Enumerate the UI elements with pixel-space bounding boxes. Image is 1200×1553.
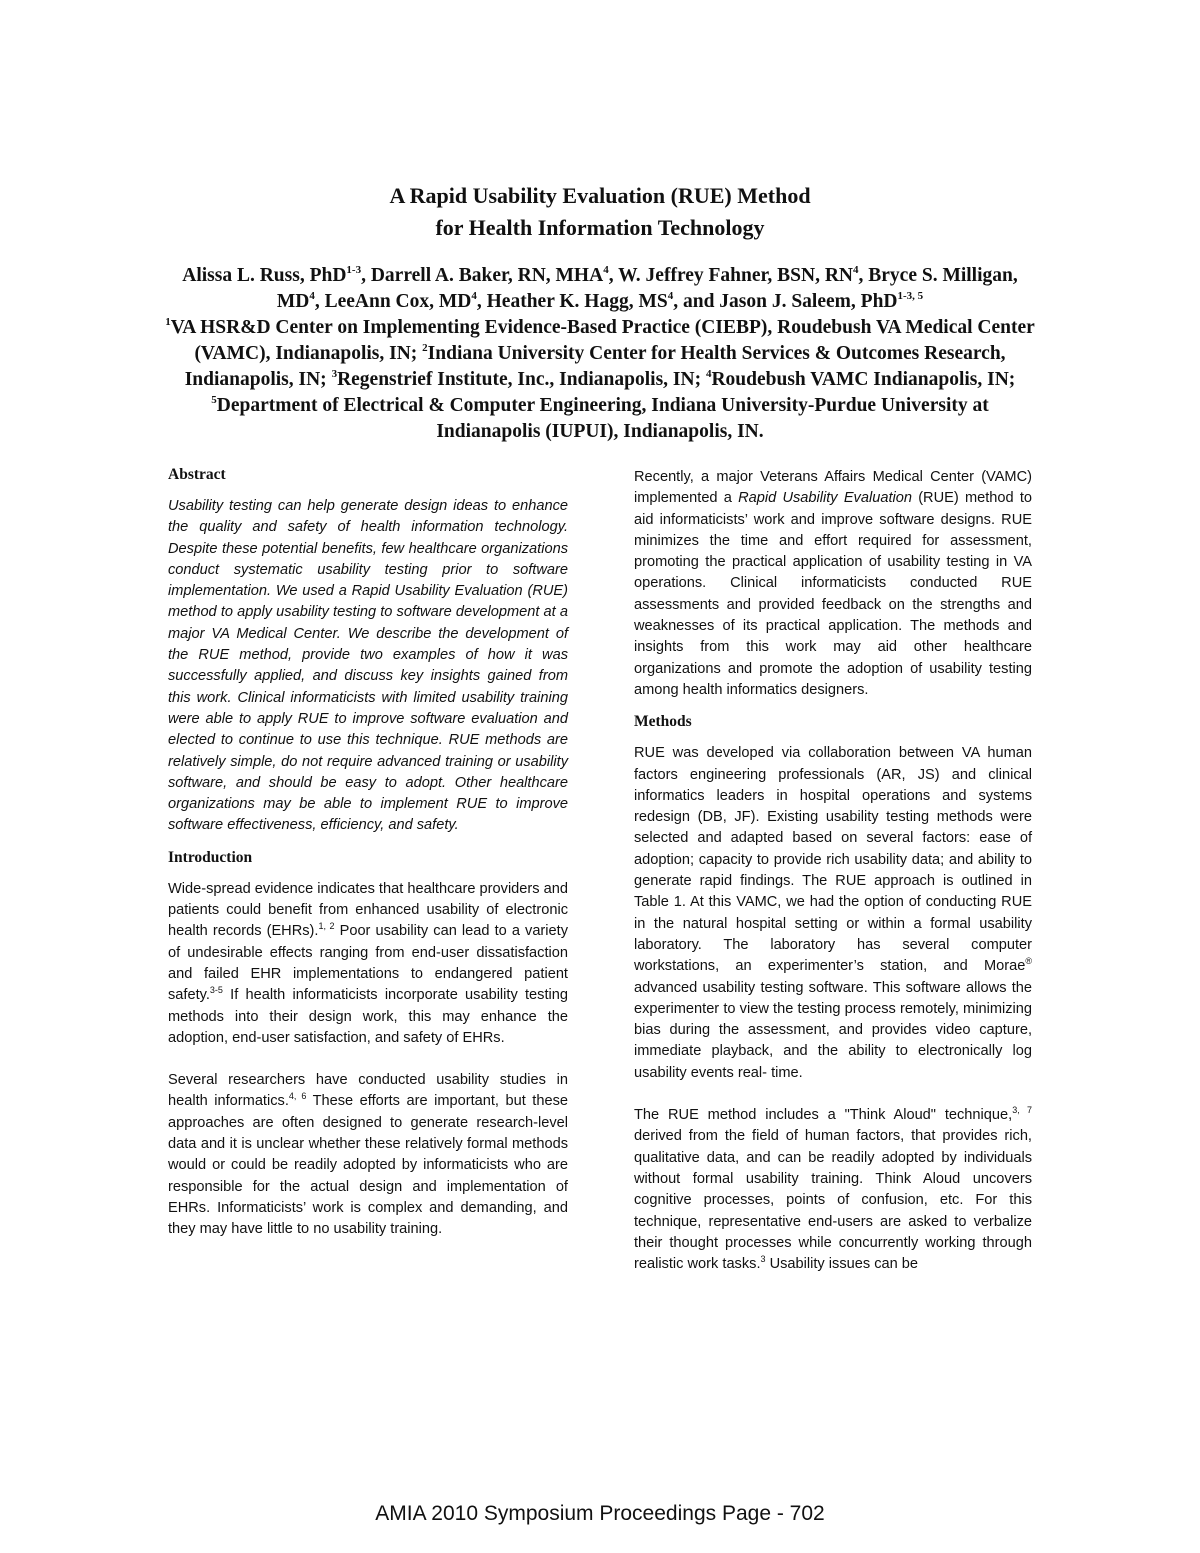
page-footer: AMIA 2010 Symposium Proceedings Page - 702 — [375, 1502, 825, 1525]
author-milligan: , Bryce S. Milligan, MD — [276, 265, 1018, 312]
author-cox: , LeeAnn Cox, MD — [314, 291, 472, 312]
paper-title — [0, 180, 1200, 244]
affiliation-1: VA HSR&D Center on Implementing Evidence-Based Practice (CIEBP), Roudebush VA Medical Center (VAMC), Indianapolis, IN; — [170, 317, 1035, 364]
author-hagg: , Heather K. Hagg, MS — [476, 291, 668, 312]
affiliation-2: Indiana University Center for Health Services & Outcomes Research, Indianapolis, IN; — [184, 343, 1006, 390]
introduction-paragraph-1: Wide-spread evidence indicates that healthcare providers and patients could benefit from enhanced usability of electronic health records (EHRs).$^{1, 2}$ Poor usability can lead to a variety of undesirable effects ranging from end-user dissatisfaction and failed EHR implementations to endangered patient safety.$^{3-5}$ If health informaticists incorporate usability testing methods into their design work, this may enhance the adoption, end-user satisfaction, and safety of EHRs. — [168, 880, 569, 1046]
intro-continuation-paragraph: Recently, a major Veterans Affairs Medical Center (VAMC) implemented a Rapid Usability Evaluation (RUE) method to aid informaticists’ work and improve software designs. RUE minimizes the time and effort required for assessment, promoting the practical application of usability testing in VA operations. Clinical informaticists conducted RUE assessments and provided feedback on the strengths and weaknesses of its practical application. The methods and insights from this work may aid other healthcare organizations and promote the adoption of usability testing among health informatics designers. — [634, 469, 1033, 698]
author-block: Alissa L. Russ, PhD$^{1-3}$, Darrell A. Baker, RN, MHA$^4$, W. Jeffrey Fahner, BSN, $RN^4$, Bryce S. Milligan, $MD^4$, LeeAnn Cox, $MD^4$, Heather K. Hagg, $MS^4$, and Jason J. Saleem, PhD$^{1-3, 5}$ $^1$VA HSR&D Center on Implementing Evidence-Based Practice (CIEBP), Roudebush VA Medical Center (VAMC), Indianapolis, IN; $^2$Indiana University Center for Health Services & Outcomes Research, Indianapolis, IN; $^3$Regenstrief Institute, Inc., Indianapolis, IN; $^4$Roudebush VAMC Indianapolis, IN; $^5$Department of Electrical & Computer Engineering, Indiana University-Purdue University at Indianapolis (IUPUI), Indianapolis, IN. — [165, 264, 1035, 442]
right-column — [634, 467, 1032, 1275]
affiliation-4: Roudebush VAMC Indianapolis, IN; — [711, 369, 1016, 390]
author-saleem: , and Jason J. Saleem, PhD — [673, 291, 898, 312]
author-baker: , Darrell A. Baker, RN, MHA — [361, 265, 604, 286]
abstract-heading: Abstract — [168, 466, 226, 483]
affiliation-3: Regenstrief Institute, Inc., Indianapolis, IN; — [337, 369, 706, 390]
affiliation-5: Department of Electrical & Computer Engineering, Indiana University-Purdue University at Indianapolis (IUPUI), Indianapolis, IN. — [216, 395, 989, 442]
introduction-heading: Introduction — [168, 848, 253, 866]
title-line-1: A Rapid Usability Evaluation (RUE) Method — [389, 183, 811, 208]
abstract-text: Usability testing can help generate design ideas to enhance the quality and safety of health information technology. Despite these potential benefits, few healthcare organizations conduct systematic usability testing prior to software implementation. We used a Rapid Usability Evaluation (RUE) method to apply usability testing to software development at a major VA Medical Center. We describe the development of the RUE method, provide two examples of how it was successfully applied, and discuss key insights gained from this work. Clinical informaticists with limited usability training were able to apply RUE to improve software evaluation and elected to continue to use this technique. RUE methods are relatively simple, do not require advanced training or usability software, and should be easy to adopt. Other healthcare organizations may be able to implement RUE to improve software effectiveness, efficiency, and safety. — [168, 498, 568, 834]
methods-paragraph-1: RUE was developed via collaboration between VA human factors engineering professionals (AR, JS) and clinical informatics leaders in hospital operations and systems redesign (DB, JF). Existing usability testing methods were selected and adapted based on several factors: ease of adoption; capacity to provide rich usability data; and ability to generate rapid findings. The RUE approach is outlined in Table 1. At this VAMC, we had the option of conducting RUE in the natural hospital setting or within a formal usability laboratory. The laboratory has several computer workstations, an experimenter’s station, and Morae® advanced usability testing software. This software allows the experimenter to view the testing process remotely, minimizing bias during the assessment, and provides video capture, immediate playback, and the ability to electronically log usability events real- time. — [634, 745, 1032, 1081]
title-line-2: for Health Information Technology — [435, 215, 765, 240]
left-column — [168, 464, 568, 1241]
methods-heading: Methods — [634, 713, 692, 731]
author-fahner: , W. Jeffrey Fahner, BSN, RN — [608, 265, 853, 286]
methods-paragraph-2: The RUE method includes a "Think Aloud" technique,$^{3, 7}$ derived from the field of human factors, that provides rich, qualitative data, and can be readily adopted by individuals without formal usability training. Think Aloud uncovers cognitive processes, points of confusion, etc. For this technique, representative end-users are asked to verbalize their thought processes while concurrently working through realistic work tasks.$^3$ Usability issues can be — [634, 1105, 1032, 1273]
introduction-paragraph-2: Several researchers have conducted usability studies in health informatics.$^{4, 6}$ These efforts are important, but these approaches are often designed to generate research-level data and it is unclear whether these relatively formal methods would or could be readily adopted by informaticists who are responsible for the actual design and implementation of EHRs. Informaticists’ work is complex and demanding, and they may have little to no usability training. — [168, 1072, 568, 1238]
author-russ: Alissa L. Russ, PhD — [182, 265, 347, 286]
